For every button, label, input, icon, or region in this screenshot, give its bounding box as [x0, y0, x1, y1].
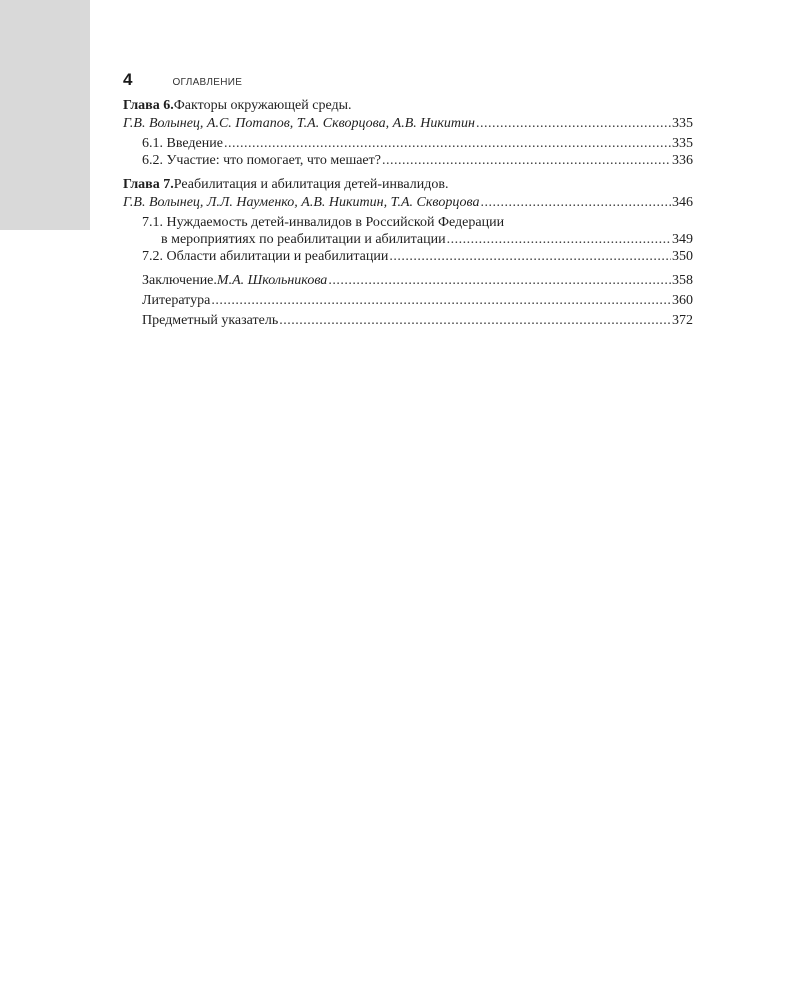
chapter-title: Реабилитация и абилитация детей-инвалидов. — [173, 177, 449, 192]
index-label: Предметный указатель — [142, 313, 279, 328]
toc-section-7-2[interactable] — [123, 248, 693, 265]
section-title-continued: в мероприятиях по реабилитации и абилитации — [161, 232, 446, 247]
chapter-authors: Г.В. Волынец, Л.Л. Науменко, А.В. Никитин, Т.А. Скворцова — [123, 195, 480, 210]
conclusion-label: Заключение. — [142, 273, 217, 288]
page-ref: 335 — [672, 116, 693, 131]
page-ref: 335 — [672, 136, 693, 151]
page-ref: 336 — [672, 153, 693, 168]
chapter-label: Глава 6. — [123, 98, 174, 113]
toc-chapter-6-authors[interactable] — [123, 115, 693, 132]
side-tab-decoration — [0, 0, 90, 230]
toc-subject-index[interactable] — [123, 312, 693, 329]
page-ref: 358 — [672, 273, 693, 288]
toc-section-7-1-line2[interactable] — [123, 231, 693, 248]
page-ref: 346 — [672, 195, 693, 210]
leader-dots — [447, 231, 671, 248]
toc-section-6-1[interactable] — [123, 135, 693, 152]
toc-chapter-6-title[interactable] — [123, 97, 693, 114]
section-title: 6.1. Введение — [142, 136, 223, 151]
page-header — [123, 70, 242, 90]
page-ref: 372 — [672, 313, 693, 328]
page-ref: 349 — [672, 232, 693, 247]
table-of-contents — [123, 97, 693, 329]
chapter-authors: Г.В. Волынец, А.С. Потапов, Т.А. Скворцова, А.В. Никитин — [123, 116, 475, 131]
toc-section-7-1-line1[interactable] — [123, 214, 693, 231]
toc-literature[interactable] — [123, 292, 693, 309]
page-ref: 350 — [672, 249, 693, 264]
literature-label: Литература — [142, 293, 211, 308]
leader-dots — [389, 248, 671, 265]
conclusion-author: М.А. Школьникова — [216, 273, 328, 288]
leader-dots — [279, 312, 671, 329]
toc-chapter-7-authors[interactable] — [123, 194, 693, 211]
page-ref: 360 — [672, 293, 693, 308]
page-number: 4 — [123, 70, 133, 89]
chapter-label: Глава 7. — [123, 177, 174, 192]
leader-dots — [476, 115, 671, 132]
chapter-title: Факторы окружающей среды. — [173, 98, 352, 113]
leader-dots — [480, 194, 671, 211]
leader-dots — [382, 152, 671, 169]
running-head: ОГЛАВЛЕНИЕ — [172, 77, 243, 88]
toc-section-6-2[interactable] — [123, 152, 693, 169]
section-title: 6.2. Участие: что помогает, что мешает? — [142, 153, 381, 168]
section-title: 7.1. Нуждаемость детей-инвалидов в Российской Федерации — [142, 215, 505, 230]
section-title: 7.2. Области абилитации и реабилитации — [142, 249, 389, 264]
toc-chapter-7-title[interactable] — [123, 176, 693, 193]
leader-dots — [224, 135, 671, 152]
leader-dots — [211, 292, 671, 309]
toc-conclusion[interactable] — [123, 272, 693, 289]
leader-dots — [328, 272, 671, 289]
